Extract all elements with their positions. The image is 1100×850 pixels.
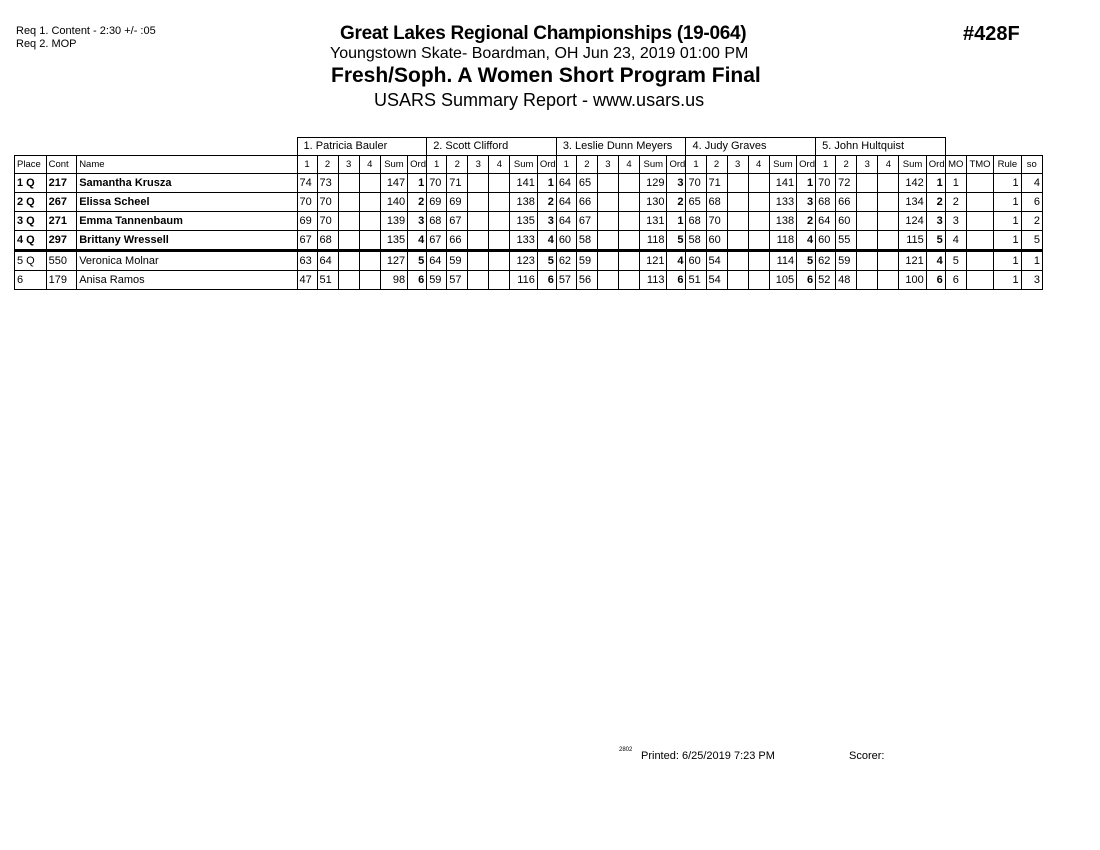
score-sum: 134	[899, 193, 926, 212]
contestant-number: 297	[46, 231, 77, 251]
place-cell: 5 Q	[15, 251, 47, 271]
score-1: 59	[427, 271, 447, 290]
col-cont: Cont	[46, 156, 77, 174]
ordinal: 3	[797, 193, 816, 212]
col-s4: 4	[359, 156, 380, 174]
score-3	[727, 193, 748, 212]
score-2: 60	[706, 231, 727, 251]
score-2: 67	[576, 212, 597, 231]
score-1: 57	[556, 271, 576, 290]
ordinal: 6	[537, 271, 556, 290]
score-1: 69	[297, 212, 317, 231]
col-ord: Ord	[667, 156, 686, 174]
ordinal: 4	[408, 231, 427, 251]
contestant-number: 217	[46, 174, 77, 193]
score-sum: 98	[380, 271, 407, 290]
ordinal: 6	[408, 271, 427, 290]
score-3	[857, 271, 878, 290]
score-4	[618, 212, 639, 231]
score-4	[878, 193, 899, 212]
place-cell: 3 Q	[15, 212, 47, 231]
score-sum: 127	[380, 251, 407, 271]
contestant-number: 179	[46, 271, 77, 290]
score-3	[338, 271, 359, 290]
col-s4: 4	[878, 156, 899, 174]
col-sum: Sum	[899, 156, 926, 174]
col-s2: 2	[706, 156, 727, 174]
score-2: 59	[576, 251, 597, 271]
ordinal: 4	[667, 251, 686, 271]
ordinal: 3	[667, 174, 686, 193]
majority-ordinal: 6	[945, 271, 966, 290]
score-3	[857, 193, 878, 212]
score-1: 62	[556, 251, 576, 271]
col-s1: 1	[816, 156, 836, 174]
result-row	[15, 271, 1043, 290]
score-2: 71	[447, 174, 468, 193]
score-1: 64	[556, 174, 576, 193]
score-sum: 138	[510, 193, 537, 212]
score-2: 59	[836, 251, 857, 271]
score-3	[338, 251, 359, 271]
skate-order: 3	[1021, 271, 1042, 290]
score-2: 64	[317, 251, 338, 271]
score-sum: 114	[769, 251, 796, 271]
result-row	[15, 231, 1043, 251]
col-ord: Ord	[408, 156, 427, 174]
judge-name: 4. Judy Graves	[686, 138, 816, 156]
ordinal: 3	[408, 212, 427, 231]
score-2: 71	[706, 174, 727, 193]
score-4	[489, 251, 510, 271]
score-4	[748, 271, 769, 290]
score-2: 59	[447, 251, 468, 271]
score-sum: 133	[510, 231, 537, 251]
score-3	[857, 212, 878, 231]
event-number: #428F	[963, 23, 1020, 45]
ordinal: 5	[667, 231, 686, 251]
ordinal: 6	[797, 271, 816, 290]
venue-date: Youngstown Skate- Boardman, OH Jun 23, 2019 01:00 PM	[330, 45, 749, 62]
score-2: 70	[317, 193, 338, 212]
score-4	[359, 174, 380, 193]
score-sum: 141	[510, 174, 537, 193]
skater-name: Brittany Wressell	[77, 231, 297, 251]
result-row	[15, 193, 1043, 212]
score-3	[597, 271, 618, 290]
rule: 1	[994, 212, 1021, 231]
score-2: 55	[836, 231, 857, 251]
place-cell: 2 Q	[15, 193, 47, 212]
majority-ordinal: 2	[945, 193, 966, 212]
ordinal: 1	[926, 174, 945, 193]
col-sum: Sum	[769, 156, 796, 174]
score-2: 66	[447, 231, 468, 251]
col-s1: 1	[556, 156, 576, 174]
result-row	[15, 251, 1043, 271]
score-1: 51	[686, 271, 706, 290]
score-sum: 130	[640, 193, 667, 212]
result-row	[15, 212, 1043, 231]
score-3	[597, 231, 618, 251]
score-sum: 113	[640, 271, 667, 290]
col-s3: 3	[468, 156, 489, 174]
score-2: 57	[447, 271, 468, 290]
score-2: 68	[706, 193, 727, 212]
score-4	[359, 193, 380, 212]
score-4	[359, 251, 380, 271]
score-3	[597, 193, 618, 212]
col-s1: 1	[427, 156, 447, 174]
score-sum: 116	[510, 271, 537, 290]
score-4	[618, 231, 639, 251]
col-ord: Ord	[926, 156, 945, 174]
ordinal: 2	[408, 193, 427, 212]
score-3	[727, 251, 748, 271]
score-1: 70	[427, 174, 447, 193]
results-table	[14, 137, 1043, 290]
score-3	[597, 174, 618, 193]
score-2: 48	[836, 271, 857, 290]
score-1: 67	[297, 231, 317, 251]
score-4	[878, 174, 899, 193]
score-1: 64	[556, 193, 576, 212]
score-3	[727, 174, 748, 193]
score-4	[748, 212, 769, 231]
score-sum: 115	[899, 231, 926, 251]
rule: 1	[994, 193, 1021, 212]
score-1: 60	[816, 231, 836, 251]
col-so: so	[1021, 156, 1042, 174]
score-4	[618, 193, 639, 212]
skate-order: 2	[1021, 212, 1042, 231]
score-sum: 124	[899, 212, 926, 231]
total-majority-ordinal	[966, 212, 993, 231]
score-sum: 123	[510, 251, 537, 271]
score-2: 54	[706, 271, 727, 290]
score-1: 63	[297, 251, 317, 271]
skater-name: Elissa Scheel	[77, 193, 297, 212]
score-4	[748, 174, 769, 193]
rule: 1	[994, 271, 1021, 290]
score-3	[468, 193, 489, 212]
col-s2: 2	[447, 156, 468, 174]
total-majority-ordinal	[966, 271, 993, 290]
skater-name: Veronica Molnar	[77, 251, 297, 271]
score-4	[489, 271, 510, 290]
ordinal: 3	[537, 212, 556, 231]
skate-order: 4	[1021, 174, 1042, 193]
requirement-1: Req 1. Content - 2:30 +/- :05	[16, 25, 156, 37]
rule: 1	[994, 251, 1021, 271]
event-title: Fresh/Soph. A Women Short Program Final	[331, 64, 761, 87]
score-sum: 121	[899, 251, 926, 271]
ordinal: 4	[926, 251, 945, 271]
score-2: 70	[317, 212, 338, 231]
col-s2: 2	[836, 156, 857, 174]
col-sum: Sum	[380, 156, 407, 174]
score-sum: 147	[380, 174, 407, 193]
score-3	[468, 271, 489, 290]
score-sum: 135	[510, 212, 537, 231]
skater-name: Samantha Krusza	[77, 174, 297, 193]
col-tmo: TMO	[966, 156, 993, 174]
score-3	[468, 174, 489, 193]
scorer-label: Scorer:	[849, 750, 885, 762]
score-1: 68	[427, 212, 447, 231]
rule: 1	[994, 231, 1021, 251]
col-s2: 2	[576, 156, 597, 174]
score-4	[878, 212, 899, 231]
judge-name: 3. Leslie Dunn Meyers	[556, 138, 686, 156]
score-2: 70	[706, 212, 727, 231]
score-sum: 142	[899, 174, 926, 193]
score-4	[748, 231, 769, 251]
skate-order: 6	[1021, 193, 1042, 212]
score-2: 66	[836, 193, 857, 212]
score-4	[359, 212, 380, 231]
col-s4: 4	[618, 156, 639, 174]
score-2: 54	[706, 251, 727, 271]
score-2: 60	[836, 212, 857, 231]
score-4	[878, 251, 899, 271]
score-4	[489, 174, 510, 193]
score-3	[468, 231, 489, 251]
score-3	[857, 174, 878, 193]
score-sum: 100	[899, 271, 926, 290]
score-1: 64	[556, 212, 576, 231]
score-sum: 133	[769, 193, 796, 212]
majority-ordinal: 1	[945, 174, 966, 193]
col-s4: 4	[489, 156, 510, 174]
contestant-number: 267	[46, 193, 77, 212]
score-3	[468, 212, 489, 231]
majority-ordinal: 4	[945, 231, 966, 251]
score-sum: 121	[640, 251, 667, 271]
col-name: Name	[77, 156, 297, 174]
score-3	[338, 212, 359, 231]
score-4	[748, 193, 769, 212]
score-2: 69	[447, 193, 468, 212]
ordinal: 3	[926, 212, 945, 231]
ordinal: 4	[797, 231, 816, 251]
score-1: 68	[816, 193, 836, 212]
ordinal: 1	[408, 174, 427, 193]
score-4	[489, 231, 510, 251]
score-1: 70	[686, 174, 706, 193]
place-cell: 6	[15, 271, 47, 290]
col-sum: Sum	[510, 156, 537, 174]
judge-name: 2. Scott Clifford	[427, 138, 557, 156]
score-3	[597, 251, 618, 271]
total-majority-ordinal	[966, 174, 993, 193]
ordinal: 5	[797, 251, 816, 271]
score-1: 74	[297, 174, 317, 193]
score-1: 65	[686, 193, 706, 212]
col-place: Place	[15, 156, 47, 174]
score-4	[618, 271, 639, 290]
score-1: 47	[297, 271, 317, 290]
col-rule: Rule	[994, 156, 1021, 174]
score-4	[359, 271, 380, 290]
score-4	[618, 174, 639, 193]
score-1: 64	[427, 251, 447, 271]
col-sum: Sum	[640, 156, 667, 174]
score-1: 52	[816, 271, 836, 290]
ordinal: 1	[667, 212, 686, 231]
skater-name: Emma Tannenbaum	[77, 212, 297, 231]
rule: 1	[994, 174, 1021, 193]
col-s4: 4	[748, 156, 769, 174]
col-mo: MO	[945, 156, 966, 174]
majority-ordinal: 3	[945, 212, 966, 231]
col-s3: 3	[727, 156, 748, 174]
score-2: 73	[317, 174, 338, 193]
score-1: 67	[427, 231, 447, 251]
ordinal: 2	[667, 193, 686, 212]
score-4	[618, 251, 639, 271]
total-majority-ordinal	[966, 251, 993, 271]
col-s3: 3	[597, 156, 618, 174]
place-cell: 4 Q	[15, 231, 47, 251]
result-row	[15, 174, 1043, 193]
total-majority-ordinal	[966, 193, 993, 212]
score-1: 69	[427, 193, 447, 212]
score-sum: 118	[640, 231, 667, 251]
score-2: 72	[836, 174, 857, 193]
ordinal: 1	[537, 174, 556, 193]
ordinal: 2	[537, 193, 556, 212]
score-3	[727, 231, 748, 251]
score-sum: 118	[769, 231, 796, 251]
ordinal: 4	[537, 231, 556, 251]
competition-title: Great Lakes Regional Championships (19-064)	[340, 23, 747, 44]
skate-order: 1	[1021, 251, 1042, 271]
score-3	[468, 251, 489, 271]
score-1: 62	[816, 251, 836, 271]
judge-name: 1. Patricia Bauler	[297, 138, 427, 156]
ordinal: 6	[667, 271, 686, 290]
score-1: 60	[686, 251, 706, 271]
col-s1: 1	[686, 156, 706, 174]
score-1: 70	[297, 193, 317, 212]
report-title: USARS Summary Report - www.usars.us	[374, 90, 705, 110]
score-2: 51	[317, 271, 338, 290]
score-sum: 140	[380, 193, 407, 212]
score-sum: 131	[640, 212, 667, 231]
ordinal: 6	[926, 271, 945, 290]
score-sum: 139	[380, 212, 407, 231]
score-3	[727, 212, 748, 231]
score-3	[857, 251, 878, 271]
ordinal: 5	[408, 251, 427, 271]
score-2: 66	[576, 193, 597, 212]
ordinal: 2	[926, 193, 945, 212]
score-1: 58	[686, 231, 706, 251]
skater-name: Anisa Ramos	[77, 271, 297, 290]
place-cell: 1 Q	[15, 174, 47, 193]
contestant-number: 550	[46, 251, 77, 271]
majority-ordinal: 5	[945, 251, 966, 271]
requirement-2: Req 2. MOP	[16, 38, 77, 50]
score-1: 64	[816, 212, 836, 231]
judge-header-spacer	[15, 138, 298, 156]
score-4	[878, 231, 899, 251]
score-1: 68	[686, 212, 706, 231]
score-3	[338, 174, 359, 193]
ordinal: 5	[537, 251, 556, 271]
ordinal: 5	[926, 231, 945, 251]
judge-header-spacer	[945, 138, 1042, 156]
contestant-number: 271	[46, 212, 77, 231]
score-2: 67	[447, 212, 468, 231]
col-ord: Ord	[797, 156, 816, 174]
score-3	[338, 193, 359, 212]
score-4	[489, 212, 510, 231]
printed-timestamp: Printed: 6/25/2019 7:23 PM	[641, 750, 775, 762]
col-s3: 3	[857, 156, 878, 174]
col-s2: 2	[317, 156, 338, 174]
skate-order: 5	[1021, 231, 1042, 251]
score-3	[727, 271, 748, 290]
total-majority-ordinal	[966, 231, 993, 251]
judge-name: 5. John Hultquist	[816, 138, 946, 156]
score-2: 58	[576, 231, 597, 251]
score-sum: 135	[380, 231, 407, 251]
score-3	[597, 212, 618, 231]
col-s3: 3	[338, 156, 359, 174]
score-4	[748, 251, 769, 271]
score-1: 70	[816, 174, 836, 193]
score-2: 68	[317, 231, 338, 251]
col-ord: Ord	[537, 156, 556, 174]
score-4	[489, 193, 510, 212]
score-4	[359, 231, 380, 251]
score-2: 56	[576, 271, 597, 290]
score-sum: 129	[640, 174, 667, 193]
ordinal: 2	[797, 212, 816, 231]
score-sum: 141	[769, 174, 796, 193]
score-3	[338, 231, 359, 251]
ordinal: 1	[797, 174, 816, 193]
report-code: 2802	[619, 747, 633, 753]
col-s1: 1	[297, 156, 317, 174]
score-sum: 138	[769, 212, 796, 231]
score-3	[857, 231, 878, 251]
score-4	[878, 271, 899, 290]
score-1: 60	[556, 231, 576, 251]
score-2: 65	[576, 174, 597, 193]
score-sum: 105	[769, 271, 796, 290]
